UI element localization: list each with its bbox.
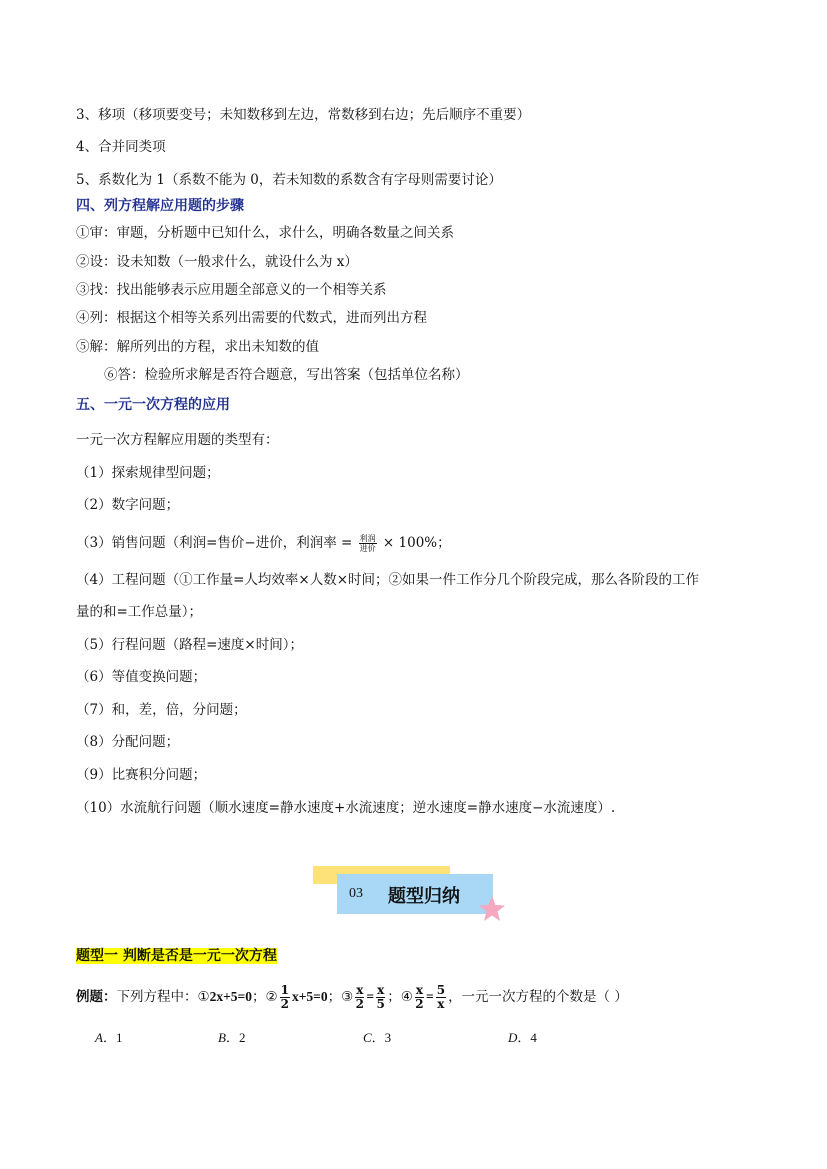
equation-1: 2x+5=0 xyxy=(209,989,252,1004)
eq4-right-numerator: 5 xyxy=(436,982,446,997)
section4-item-1: ①审：审题，分析题中已知什么，求什么，明确各数量之间关系 xyxy=(76,225,454,241)
option-text: ．1 xyxy=(102,1030,123,1045)
type-item-5: （5）行程问题（路程=速度×时间）； xyxy=(76,637,303,653)
eq2-denominator: 2 xyxy=(280,996,289,1011)
separator: ； xyxy=(252,989,266,1005)
equation-4-left xyxy=(415,984,424,1011)
equation-3-right xyxy=(376,984,385,1011)
type-item-1: （1）探索规律型问题； xyxy=(76,465,220,481)
step-3: 3、移项（移项要变号；未知数移到左边，常数移到右边；先后顺序不重要） xyxy=(76,107,531,123)
eq4-left-numerator: x xyxy=(415,982,423,997)
option-letter: C xyxy=(363,1030,372,1045)
option-text: ．4 xyxy=(517,1030,537,1045)
equation-2-rest: x+5=0 xyxy=(291,989,328,1004)
eq4-equals: = xyxy=(426,989,434,1004)
eq3-left-denominator: 2 xyxy=(355,996,364,1011)
circle-4: ④ xyxy=(400,989,413,1005)
eq3-right-numerator: x xyxy=(377,982,385,997)
section4-item-6: ⑥答：检验所求解是否符合题意，写出答案（包括单位名称） xyxy=(104,367,469,383)
section5-heading: 五、一元一次方程的应用 xyxy=(76,397,230,413)
badge-title: 题型归纳 xyxy=(388,886,460,907)
option-a[interactable] xyxy=(95,1027,122,1046)
equation-3-left xyxy=(355,984,364,1011)
circle-2: ② xyxy=(265,989,278,1005)
example-prefix: 例题： xyxy=(76,989,117,1005)
type-item-8: （8）分配问题； xyxy=(76,734,180,750)
type-item-4a: （4）工程问题（①工作量=人均效率×人数×时间；②如果一件工作分几个阶段完成，那么各阶段的工作 xyxy=(76,572,700,588)
badge-number: 03 xyxy=(349,886,363,901)
equation-4-right xyxy=(436,984,446,1011)
type1-label-line xyxy=(76,947,277,965)
eq3-equals: = xyxy=(366,989,375,1004)
example-stem: 下列方程中： xyxy=(116,989,198,1005)
type1-label: 题型一 判断是否是一元一次方程 xyxy=(76,948,277,964)
section4-item-4: ④列：根据这个相等关系列出需要的代数式，进而列出方程 xyxy=(76,310,427,326)
type-item-3 xyxy=(76,534,451,553)
sales-text: （3）销售问题（利润=售价−进价，利润率 = xyxy=(76,535,353,551)
eq4-left-denominator: 2 xyxy=(415,996,424,1011)
sales-text-end: × 100%； xyxy=(382,535,451,551)
circle-1: ① xyxy=(197,989,210,1005)
equation-2-fraction xyxy=(280,984,290,1011)
option-b[interactable] xyxy=(218,1027,245,1046)
example-question xyxy=(76,983,628,1011)
option-d[interactable] xyxy=(508,1027,537,1046)
fraction-denominator: 进价 xyxy=(359,544,376,553)
type-item-2: （2）数字问题； xyxy=(76,497,180,513)
section4-item-5: ⑤解：解所列出的方程，求出未知数的值 xyxy=(76,339,319,355)
option-letter: A xyxy=(95,1030,103,1045)
example-suffix: ，一元一次方程的个数是（ ） xyxy=(448,989,628,1005)
section-badge xyxy=(313,866,508,926)
type-item-9: （9）比赛积分问题； xyxy=(76,767,207,783)
fraction-numerator: 利润 xyxy=(359,534,376,543)
option-c[interactable] xyxy=(363,1027,391,1046)
separator: ； xyxy=(327,989,342,1005)
option-letter: D xyxy=(508,1030,518,1045)
eq3-left-numerator: x xyxy=(356,982,364,997)
type-item-6: （6）等值变换问题； xyxy=(76,669,207,685)
option-text: ．2 xyxy=(225,1030,246,1045)
star-icon xyxy=(477,894,507,924)
option-text: ．3 xyxy=(371,1030,392,1045)
type-item-4b: 量的和=工作总量）； xyxy=(76,604,203,620)
eq2-numerator: 1 xyxy=(280,982,289,997)
step-5: 5、系数化为 1（系数不能为 0，若未知数的系数含有字母则需要讨论） xyxy=(76,172,502,188)
step-4: 4、合并同类项 xyxy=(76,139,166,155)
profit-rate-fraction xyxy=(359,534,377,553)
section4-item-2: ②设：设未知数（一般求什么，就设什么为 x） xyxy=(76,254,358,270)
eq4-right-denominator: x xyxy=(437,996,445,1011)
option-letter: B xyxy=(218,1030,226,1045)
section5-intro: 一元一次方程解应用题的类型有： xyxy=(76,432,279,448)
type-item-10: （10）水流航行问题（顺水速度=静水速度+水流速度；逆水速度=静水速度−水流速度）. xyxy=(76,800,616,816)
section4-heading: 四、列方程解应用题的步骤 xyxy=(76,198,244,214)
section4-item-3: ③找：找出能够表示应用题全部意义的一个相等关系 xyxy=(76,282,387,298)
separator: ； xyxy=(387,989,401,1005)
eq3-right-denominator: 5 xyxy=(376,996,385,1011)
circle-3: ③ xyxy=(341,989,354,1005)
type-item-7: （7）和，差，倍，分问题； xyxy=(76,702,247,718)
